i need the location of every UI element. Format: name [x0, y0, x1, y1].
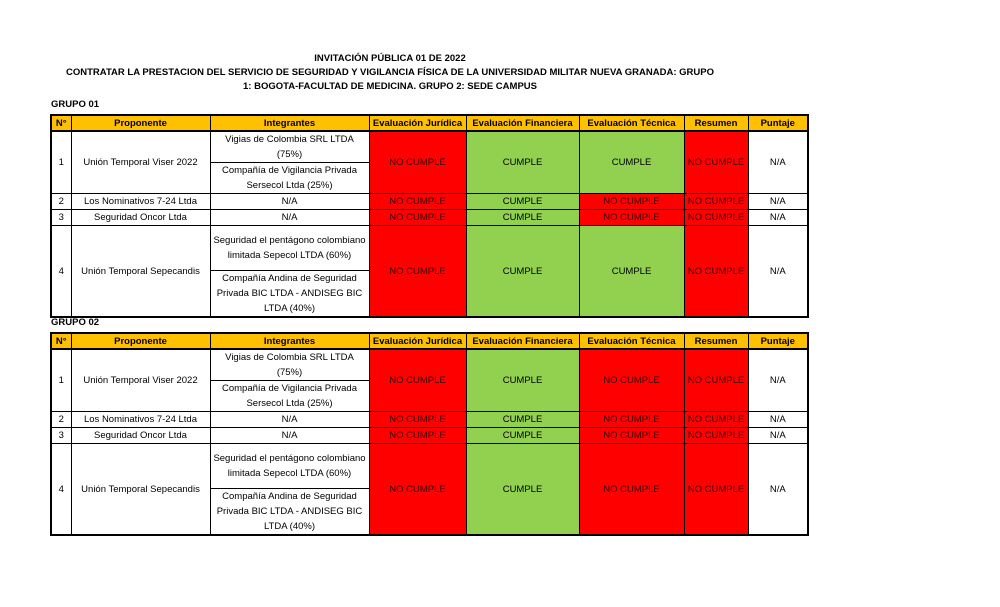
- juridica-cell: NO CUMPLE: [369, 444, 466, 536]
- puntaje-cell: N/A: [748, 349, 808, 412]
- integrante-cell: Compañía Andina de Seguridad Privada BIC LTDA - ANDISEG BIC LTDA (40%): [210, 271, 369, 318]
- proponente-cell: Los Nominativos 7-24 Ltda: [71, 194, 210, 210]
- table-row: [51, 444, 808, 489]
- column-header: Resumen: [684, 115, 748, 131]
- column-header: Evaluación Financiera: [466, 115, 579, 131]
- n-cell: 3: [51, 210, 71, 226]
- juridica-cell: NO CUMPLE: [369, 226, 466, 318]
- n-cell: 1: [51, 349, 71, 412]
- proponente-cell: Seguridad Oncor Ltda: [71, 428, 210, 444]
- table-row: [51, 349, 808, 381]
- integrante-cell: Vigias de Colombia SRL LTDA (75%): [210, 349, 369, 381]
- financiera-cell: CUMPLE: [466, 226, 579, 318]
- puntaje-cell: N/A: [748, 444, 808, 536]
- n-cell: 2: [51, 412, 71, 428]
- column-header: Proponente: [71, 115, 210, 131]
- table-row: [51, 210, 808, 226]
- evaluation-table-grupo-01: [50, 114, 809, 318]
- column-header: Evaluación Jurídica: [369, 115, 466, 131]
- column-header: Evaluación Jurídica: [369, 333, 466, 349]
- proponente-cell: Seguridad Oncor Ltda: [71, 210, 210, 226]
- column-header: Integrantes: [210, 333, 369, 349]
- juridica-cell: NO CUMPLE: [369, 428, 466, 444]
- proponente-cell: Unión Temporal Viser 2022: [71, 131, 210, 194]
- doc-title: INVITACIÓN PÚBLICA 01 DE 2022: [314, 53, 466, 64]
- doc-subtitle-line2: 1: BOGOTA-FACULTAD DE MEDICINA. GRUPO 2: SEDE CAMPUS: [243, 81, 537, 92]
- juridica-cell: NO CUMPLE: [369, 194, 466, 210]
- integrante-cell: N/A: [210, 412, 369, 428]
- puntaje-cell: N/A: [748, 412, 808, 428]
- column-header: Puntaje: [748, 115, 808, 131]
- puntaje-cell: N/A: [748, 210, 808, 226]
- header-row: [51, 333, 808, 349]
- column-header: N°: [51, 333, 71, 349]
- financiera-cell: CUMPLE: [466, 412, 579, 428]
- tecnica-cell: CUMPLE: [579, 226, 684, 318]
- group-label: GRUPO 01: [51, 99, 100, 110]
- financiera-cell: CUMPLE: [466, 194, 579, 210]
- juridica-cell: NO CUMPLE: [369, 412, 466, 428]
- group-label: GRUPO 02: [51, 317, 100, 328]
- integrante-cell: Vigias de Colombia SRL LTDA (75%): [210, 131, 369, 163]
- tecnica-cell: NO CUMPLE: [579, 412, 684, 428]
- tecnica-cell: NO CUMPLE: [579, 428, 684, 444]
- tecnica-cell: NO CUMPLE: [579, 444, 684, 536]
- financiera-cell: CUMPLE: [466, 131, 579, 194]
- integrante-cell: Seguridad el pentágono colombiano limitada Sepecol LTDA (60%): [210, 444, 369, 489]
- resumen-cell: NO CUMPLE: [684, 412, 748, 428]
- proponente-cell: Unión Temporal Viser 2022: [71, 349, 210, 412]
- header-row: [51, 115, 808, 131]
- evaluation-table-grupo-02: [50, 332, 809, 536]
- financiera-cell: CUMPLE: [466, 444, 579, 536]
- doc-subtitle-line1: CONTRATAR LA PRESTACION DEL SERVICIO DE SEGURIDAD Y VIGILANCIA FÍSICA DE LA UNIVERSIDAD MILITAR NUEVA GRANADA: GRUPO: [66, 67, 714, 78]
- resumen-cell: NO CUMPLE: [684, 444, 748, 536]
- financiera-cell: CUMPLE: [466, 428, 579, 444]
- integrante-cell: N/A: [210, 210, 369, 226]
- tecnica-cell: CUMPLE: [579, 131, 684, 194]
- table-row: [51, 226, 808, 271]
- n-cell: 2: [51, 194, 71, 210]
- juridica-cell: NO CUMPLE: [369, 131, 466, 194]
- table-row: [51, 131, 808, 163]
- tecnica-cell: NO CUMPLE: [579, 194, 684, 210]
- puntaje-cell: N/A: [748, 131, 808, 194]
- proponente-cell: Los Nominativos 7-24 Ltda: [71, 412, 210, 428]
- table-row: [51, 428, 808, 444]
- n-cell: 4: [51, 444, 71, 536]
- column-header: Evaluación Técnica: [579, 333, 684, 349]
- integrante-cell: Compañía Andina de Seguridad Privada BIC LTDA - ANDISEG BIC LTDA (40%): [210, 489, 369, 536]
- puntaje-cell: N/A: [748, 194, 808, 210]
- column-header: Resumen: [684, 333, 748, 349]
- integrante-cell: Seguridad el pentágono colombiano limitada Sepecol LTDA (60%): [210, 226, 369, 271]
- resumen-cell: NO CUMPLE: [684, 194, 748, 210]
- column-header: Puntaje: [748, 333, 808, 349]
- proponente-cell: Unión Temporal Sepecandis: [71, 226, 210, 318]
- juridica-cell: NO CUMPLE: [369, 349, 466, 412]
- tecnica-cell: NO CUMPLE: [579, 349, 684, 412]
- resumen-cell: NO CUMPLE: [684, 226, 748, 318]
- column-header: Proponente: [71, 333, 210, 349]
- resumen-cell: NO CUMPLE: [684, 131, 748, 194]
- column-header: Integrantes: [210, 115, 369, 131]
- n-cell: 4: [51, 226, 71, 318]
- integrante-cell: Compañía de Vigilancia Privada Sersecol Ltda (25%): [210, 163, 369, 194]
- juridica-cell: NO CUMPLE: [369, 210, 466, 226]
- table-row: [51, 194, 808, 210]
- n-cell: 3: [51, 428, 71, 444]
- table-row: [51, 412, 808, 428]
- integrante-cell: N/A: [210, 428, 369, 444]
- proponente-cell: Unión Temporal Sepecandis: [71, 444, 210, 536]
- resumen-cell: NO CUMPLE: [684, 210, 748, 226]
- resumen-cell: NO CUMPLE: [684, 349, 748, 412]
- column-header: Evaluación Técnica: [579, 115, 684, 131]
- n-cell: 1: [51, 131, 71, 194]
- puntaje-cell: N/A: [748, 428, 808, 444]
- integrante-cell: N/A: [210, 194, 369, 210]
- financiera-cell: CUMPLE: [466, 210, 579, 226]
- column-header: Evaluación Financiera: [466, 333, 579, 349]
- integrante-cell: Compañía de Vigilancia Privada Sersecol Ltda (25%): [210, 381, 369, 412]
- column-header: N°: [51, 115, 71, 131]
- tecnica-cell: NO CUMPLE: [579, 210, 684, 226]
- resumen-cell: NO CUMPLE: [684, 428, 748, 444]
- puntaje-cell: N/A: [748, 226, 808, 318]
- financiera-cell: CUMPLE: [466, 349, 579, 412]
